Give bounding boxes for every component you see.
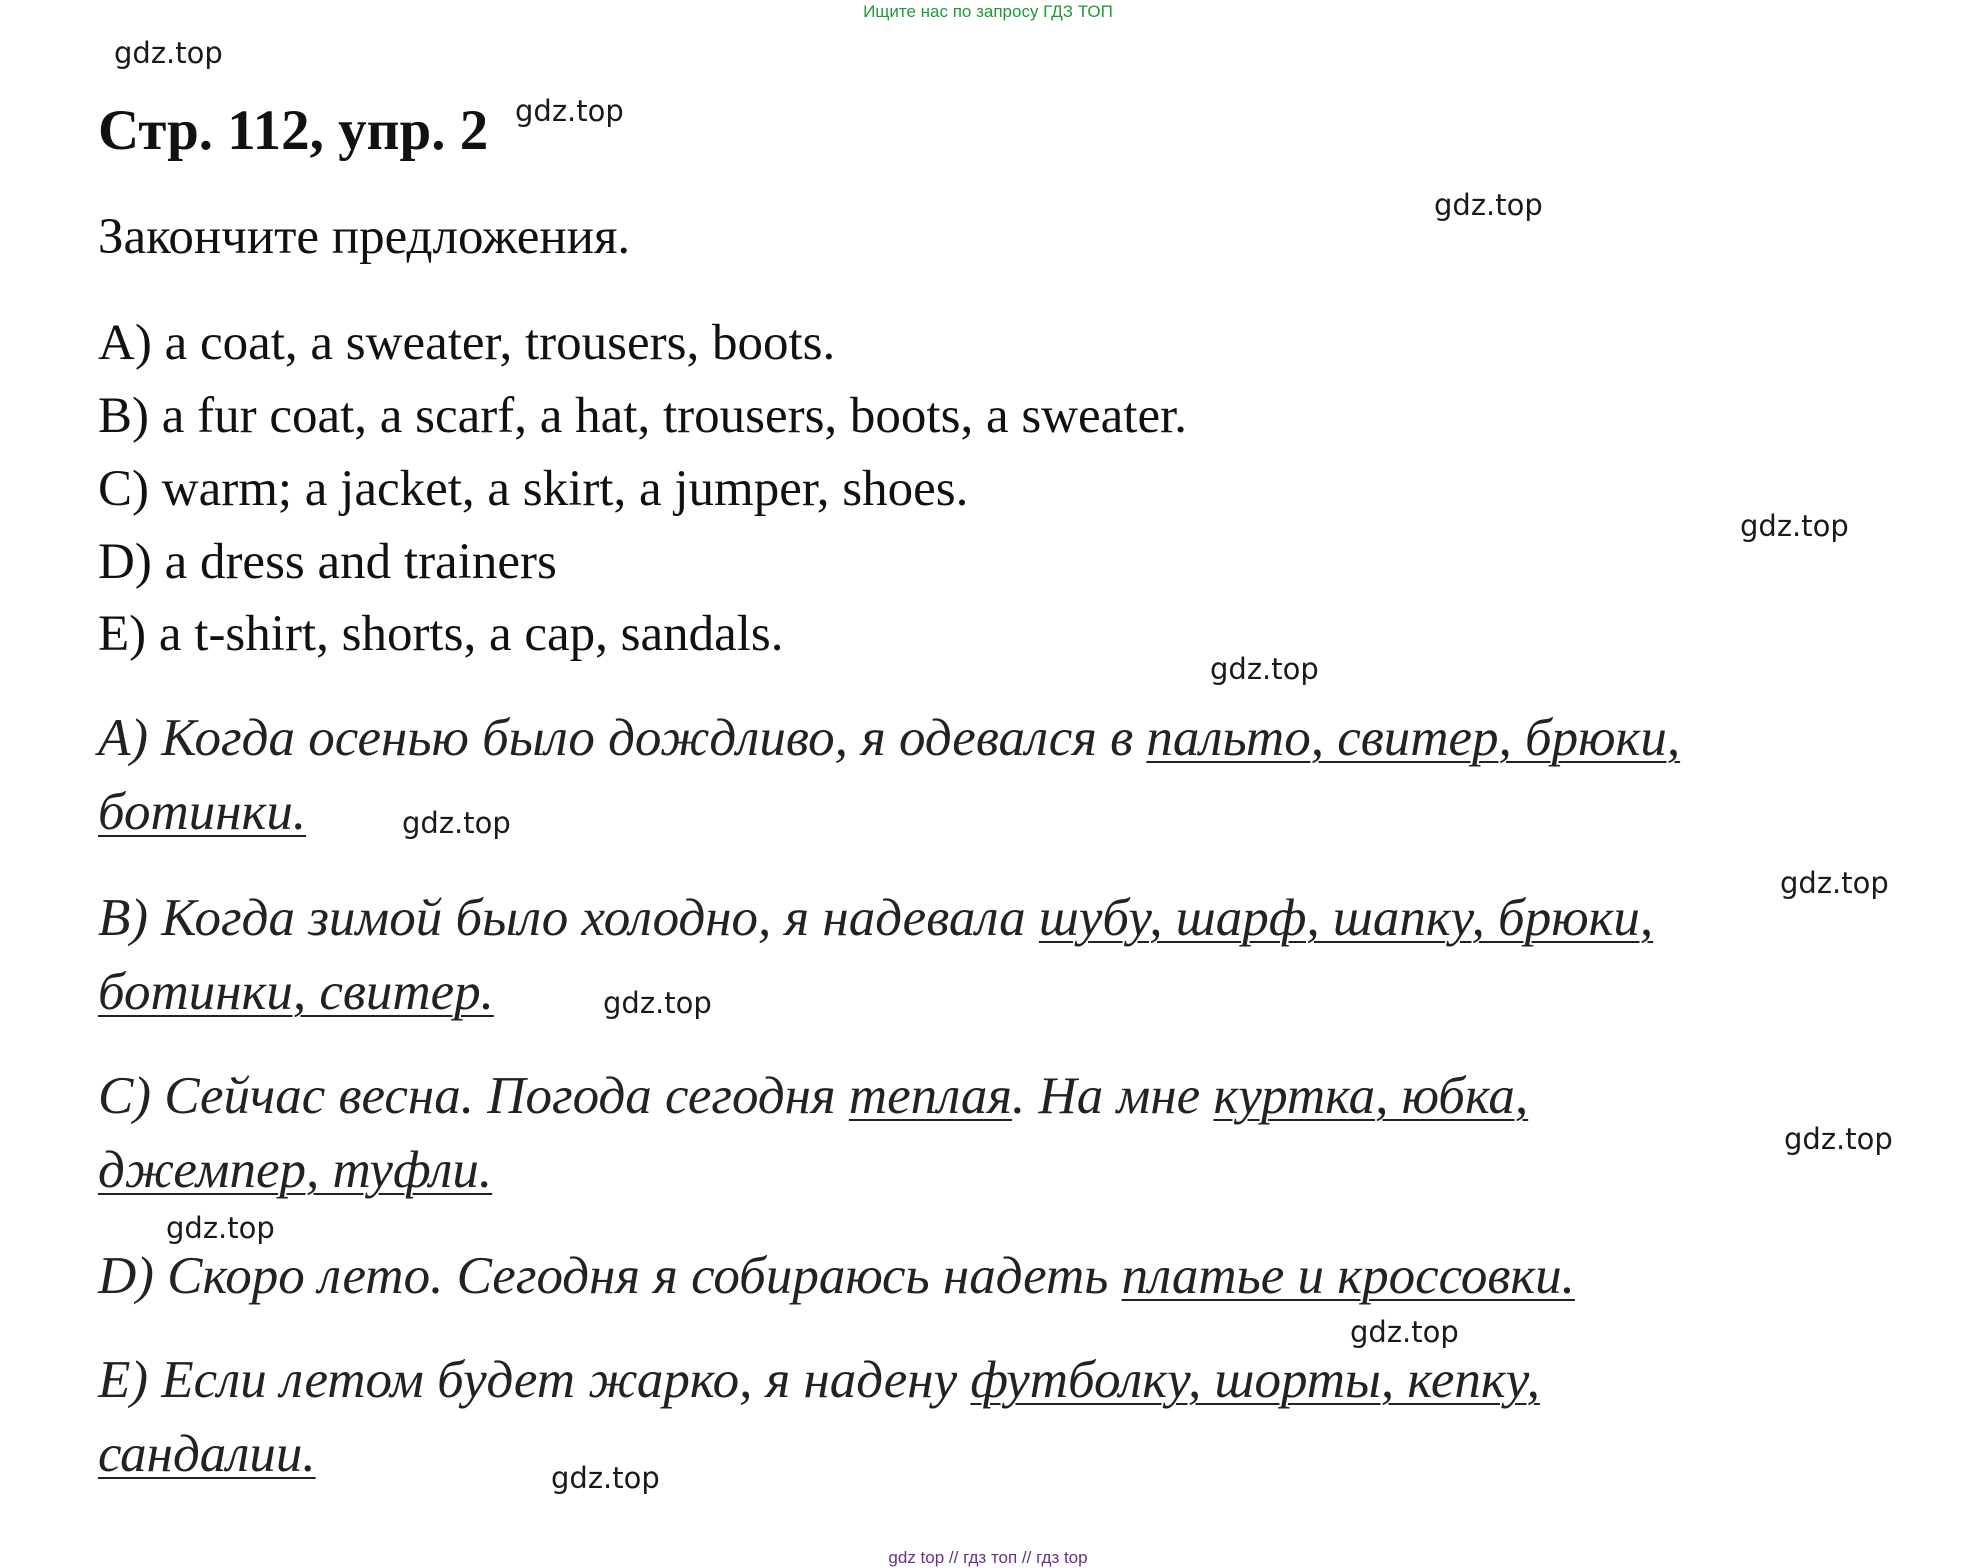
- watermark: gdz.top: [1740, 509, 1849, 543]
- watermark: gdz.top: [166, 1211, 275, 1245]
- top-banner-link[interactable]: Ищите нас по запросу ГДЗ ТОП: [863, 2, 1113, 21]
- watermark: gdz.top: [1210, 652, 1319, 686]
- watermark: gdz.top: [1434, 188, 1543, 222]
- underlined-answer: ботинки.: [98, 783, 307, 841]
- translation-d-line1: [98, 1246, 1575, 1306]
- answer-b: B) a fur coat, a scarf, a hat, trousers, boots, a sweater.: [98, 388, 1188, 444]
- underlined-answer: платье и кроссовки.: [1121, 1247, 1575, 1305]
- translation-text: A) Когда осенью было дождливо, я одевался в: [98, 709, 1147, 767]
- translation-b-line2: [98, 962, 494, 1022]
- page-title: Стр. 112, упр. 2: [98, 99, 489, 162]
- answer-c: C) warm; a jacket, a skirt, a jumper, shoes.: [98, 461, 969, 517]
- footer-links[interactable]: gdz top // гдз топ // гдз top: [888, 1548, 1088, 1567]
- underlined-answer: футболку, шорты, кепку,: [970, 1351, 1540, 1409]
- translation-text: B) Когда зимой было холодно, я надевала: [98, 889, 1039, 947]
- underlined-answer: куртка, юбка,: [1213, 1067, 1529, 1125]
- watermark: gdz.top: [551, 1461, 660, 1495]
- translation-a-line2: [98, 782, 306, 842]
- answer-e: E) a t-shirt, shorts, a cap, sandals.: [98, 606, 784, 662]
- watermark: gdz.top: [1350, 1315, 1459, 1349]
- translation-text: C) Сейчас весна. Погода сегодня: [98, 1067, 849, 1125]
- translation-text: E) Если летом будет жарко, я надену: [98, 1351, 971, 1409]
- translation-text: . На мне: [1012, 1067, 1214, 1125]
- underlined-answer: шубу, шарф, шапку, брюки,: [1038, 889, 1654, 947]
- watermark: gdz.top: [603, 986, 712, 1020]
- translation-b-line1: [98, 888, 1653, 948]
- translation-e-line2: [98, 1424, 316, 1484]
- underlined-answer: ботинки, свитер.: [98, 963, 494, 1021]
- watermark: gdz.top: [114, 36, 223, 70]
- watermark: gdz.top: [1784, 1122, 1893, 1156]
- watermark: gdz.top: [1780, 866, 1889, 900]
- instruction-text: Закончите предложения.: [98, 209, 631, 265]
- answer-a: A) a coat, a sweater, trousers, boots.: [98, 315, 836, 371]
- answer-d: D) a dress and trainers: [98, 534, 557, 590]
- underlined-answer: сандалии.: [98, 1425, 316, 1483]
- translation-e-line1: [98, 1350, 1540, 1410]
- underlined-answer: джемпер, туфли.: [98, 1141, 493, 1199]
- watermark: gdz.top: [402, 806, 511, 840]
- underlined-answer: теплая: [848, 1067, 1013, 1125]
- translation-text: D) Скоро лето. Сегодня я собираюсь надеть: [98, 1247, 1122, 1305]
- translation-c-line1: [98, 1066, 1528, 1126]
- translation-c-line2: [98, 1140, 492, 1200]
- underlined-answer: пальто, свитер, брюки,: [1146, 709, 1681, 767]
- translation-a-line1: [98, 708, 1680, 768]
- watermark: gdz.top: [515, 94, 624, 128]
